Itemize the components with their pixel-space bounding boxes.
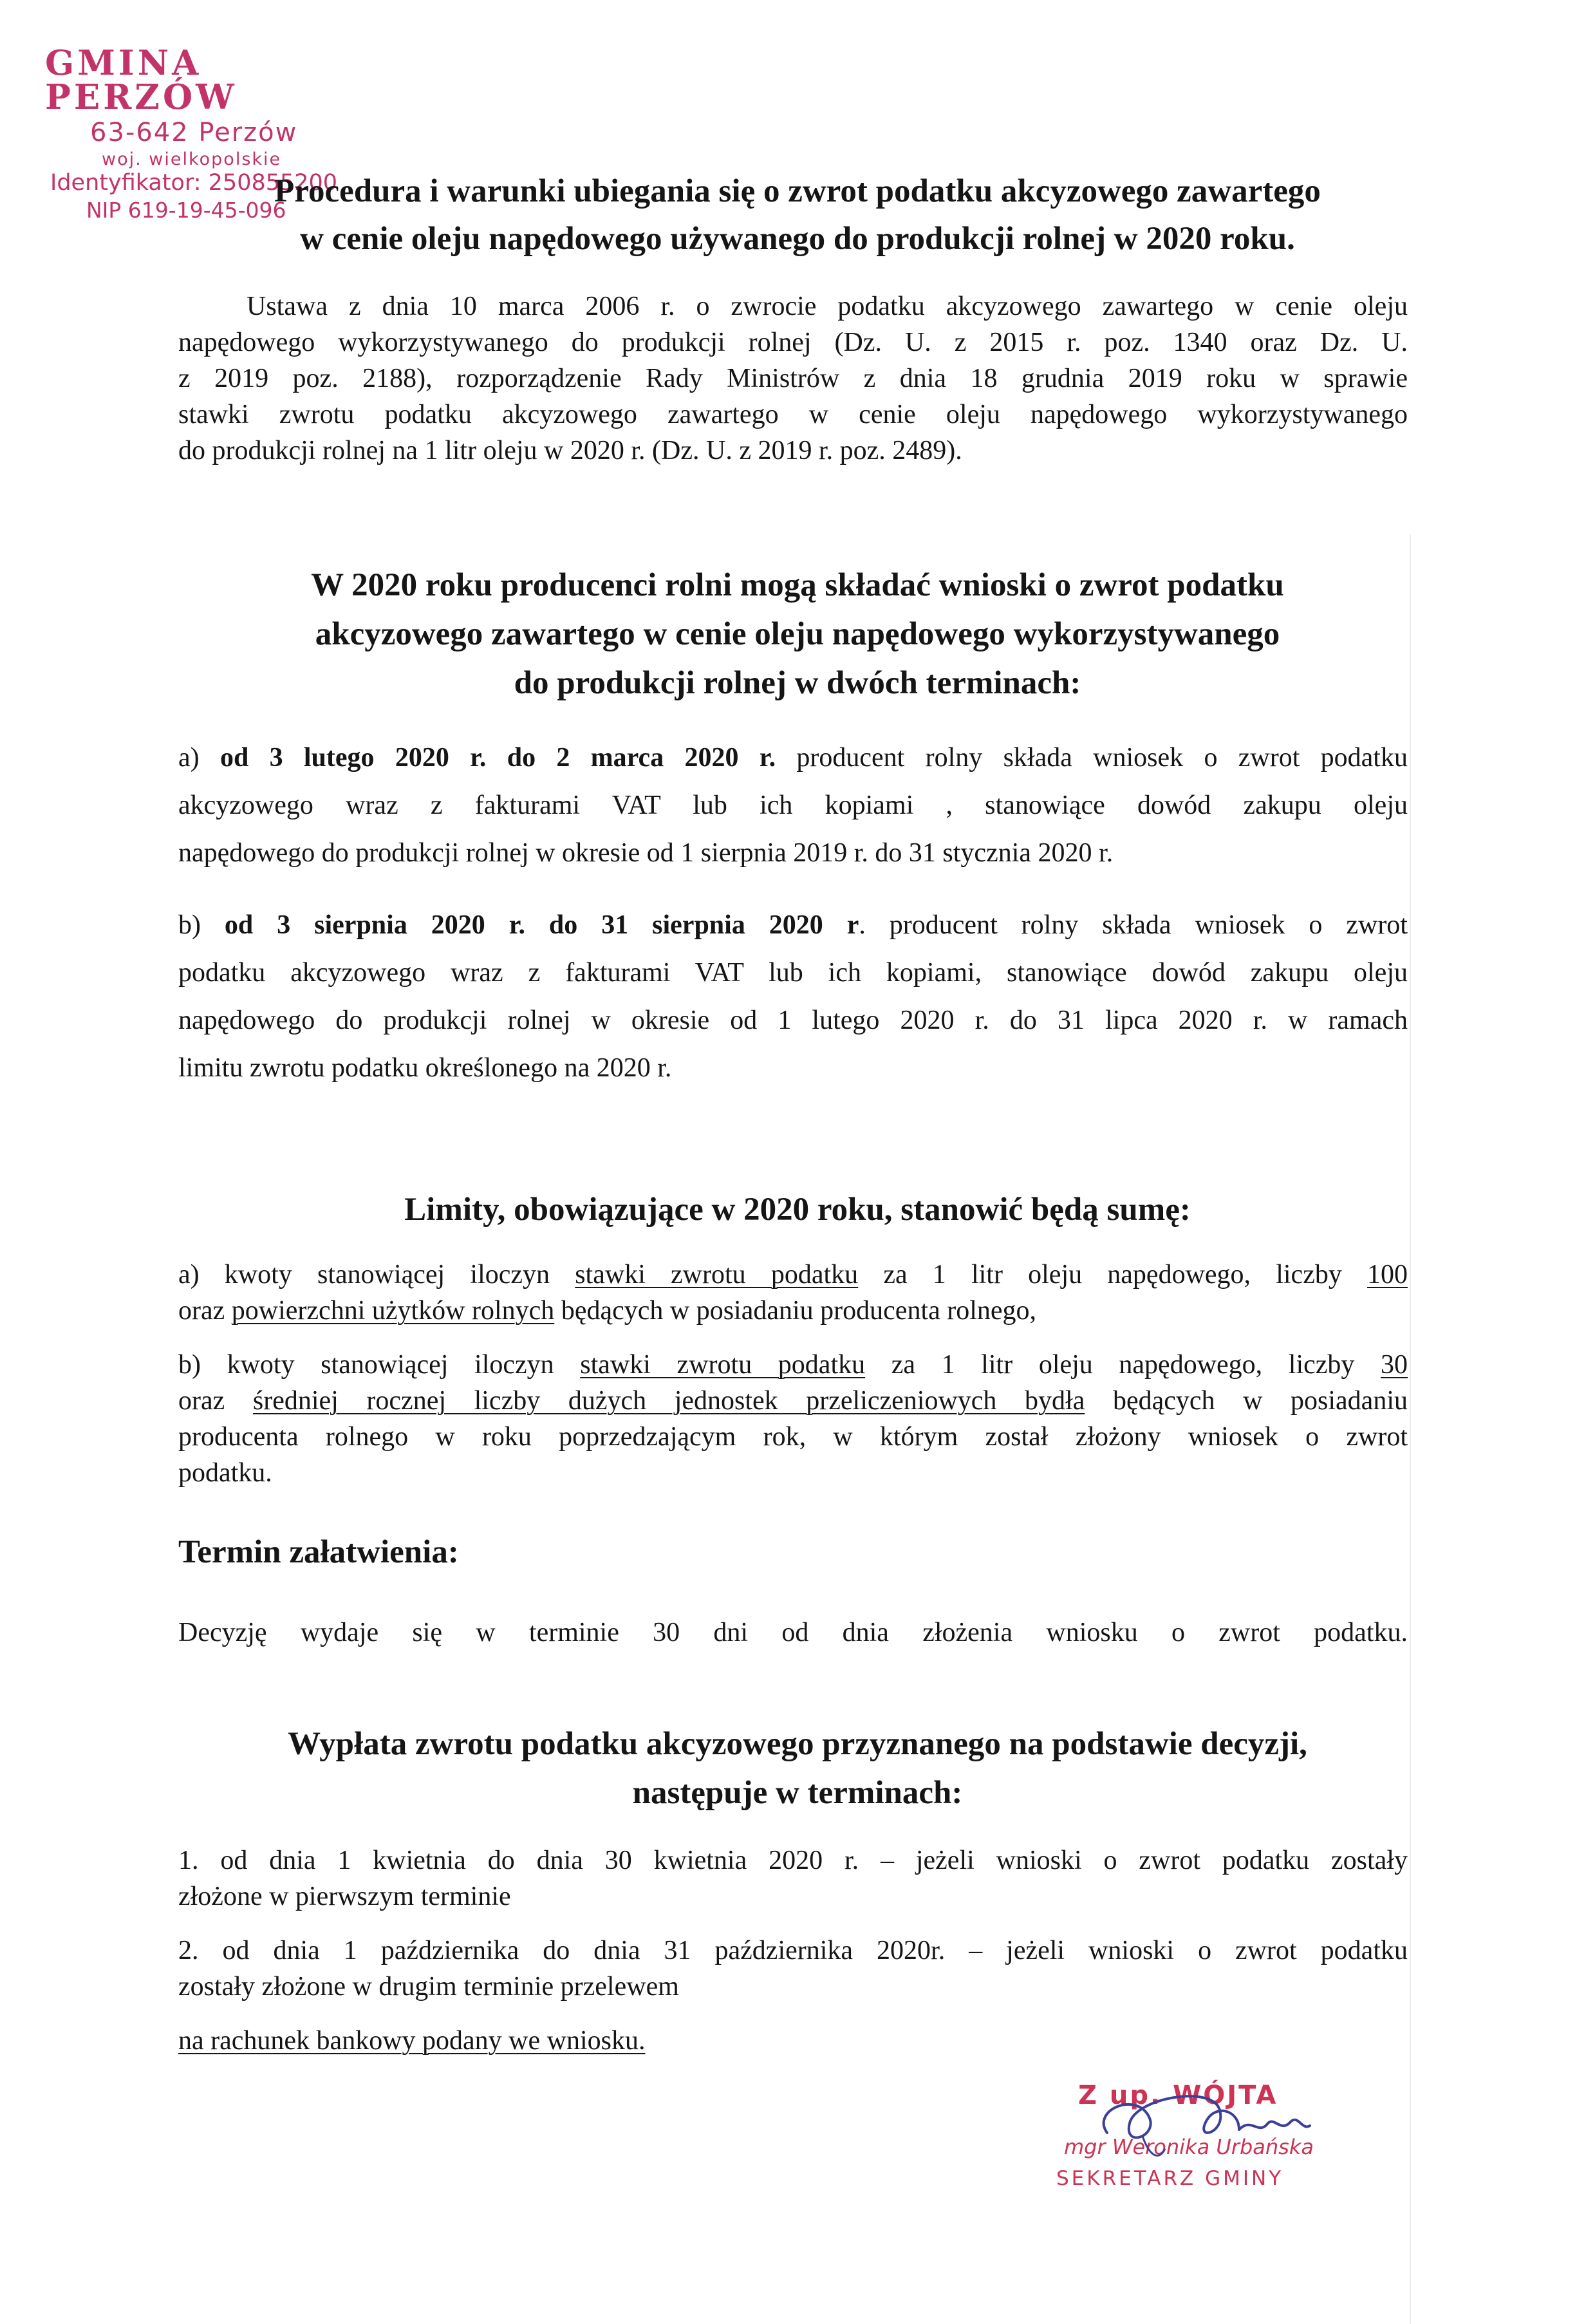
intro-line: napędowego wykorzystywanego do produkcji rolnej (Dz. U. z 2015 r. poz. 1340 oraz Dz. U.	[178, 328, 1408, 357]
term-a-text: producent rolny składa wniosek o zwrot podatku	[776, 743, 1408, 773]
limit-a-text: a) kwoty stanowiącej iloczyn	[178, 1260, 575, 1289]
term-b-paragraph	[178, 901, 1408, 1092]
term-a-line: napędowego do produkcji rolnej w okresie od 1 sierpnia 2019 r. do 31 stycznia 2020 r.	[178, 838, 1114, 868]
payout-closing	[178, 2023, 1408, 2059]
intro-line: do produkcji rolnej na 1 litr oleju w 2020 r. (Dz. U. z 2019 r. poz. 2489).	[178, 436, 962, 465]
intro-line: Ustawa z dnia 10 marca 2006 r. o zwrocie podatku akcyzowego zawartego w cenie oleju	[247, 292, 1408, 321]
decision-paragraph	[178, 1615, 1408, 1651]
term-b-line	[178, 901, 1408, 949]
term-b-dates: od 3 sierpnia 2020 r. do 31 sierpnia 2020 r	[224, 910, 859, 940]
limit-a-underlined: powierzchni użytków rolnych	[231, 1296, 555, 1326]
limit-b-underlined: średniej rocznej liczby dużych jednostek przeliczeniowych bydła	[252, 1386, 1085, 1416]
limit-b-line	[178, 1383, 1408, 1419]
limit-a-text: oraz	[178, 1296, 232, 1326]
section4-heading-line-1: Wypłata zwrotu podatku akcyzowego przyznanego na podstawie decyzji,	[288, 1726, 1307, 1762]
decision-line: Decyzję wydaje się w terminie 30 dni od dnia złożenia wniosku o zwrot podatku.	[178, 1618, 1408, 1647]
limit-b-paragraph	[178, 1347, 1408, 1491]
section1-heading-line-1: W 2020 roku producenci rolni mogą składać wnioski o zwrot podatku	[311, 567, 1284, 603]
section3-heading: Termin załatwienia:	[178, 1534, 459, 1570]
stamp-line-4: Identyfikator: 250855200	[50, 170, 338, 196]
term-b-line: limitu zwrotu podatku określonego na 2020 r.	[178, 1053, 672, 1083]
term-a-paragraph	[178, 734, 1408, 877]
limit-b-underlined: stawki zwrotu podatku	[580, 1350, 866, 1380]
scan-edge-line	[1410, 534, 1411, 2324]
signature-stamp	[1046, 2072, 1348, 2194]
limit-a-line	[178, 1257, 1408, 1293]
term-a-dates: od 3 lutego 2020 r. do 2 marca 2020 r.	[219, 743, 776, 773]
payout-line: złożone w pierwszym terminie	[178, 1882, 511, 1911]
section1-heading-line-2: akcyzowego zawartego w cenie oleju napędowego wykorzystywanego	[315, 616, 1280, 652]
term-b-line: napędowego do produkcji rolnej w okresie od 1 lutego 2020 r. do 31 lipca 2020 r. w ramach	[178, 1006, 1408, 1035]
bank-account-note: na rachunek bankowy podany we wniosku.	[178, 2026, 646, 2056]
limit-a-text: będących w posiadaniu producenta rolnego,	[554, 1296, 1037, 1326]
term-a-prefix: a)	[178, 743, 220, 773]
payout-item-2	[178, 1933, 1408, 2005]
limit-a-underlined: stawki zwrotu podatku	[575, 1260, 859, 1289]
limit-b-text: oraz	[178, 1386, 253, 1416]
limit-b-line	[178, 1347, 1408, 1383]
term-a-line: akcyzowego wraz z fakturami VAT lub ich kopiami , stanowiące dowód zakupu oleju	[178, 791, 1408, 820]
page-title-line-2: w cenie oleju napędowego używanego do produkcji rolnej w 2020 roku.	[300, 221, 1295, 257]
signature-line-3: SEKRETARZ GMINY	[1056, 2167, 1284, 2190]
section2-heading: Limity, obowiązujące w 2020 roku, stanowić będą sumę:	[404, 1192, 1191, 1228]
limit-a-underlined: 100	[1367, 1260, 1408, 1289]
intro-line: stawki zwrotu podatku akcyzowego zawartego w cenie oleju napędowego wykorzystywanego	[178, 400, 1408, 429]
stamp-line-1: GMINA PERZÓW	[45, 43, 238, 117]
limit-a-paragraph	[178, 1257, 1408, 1329]
term-b-text: . producent rolny składa wniosek o zwrot	[859, 910, 1408, 940]
payout-line: 2. od dnia 1 października do dnia 31 października 2020r. – jeżeli wnioski o zwrot podatku	[178, 1936, 1408, 1965]
signature-line-2: mgr Weronika Urbańska	[1064, 2135, 1314, 2159]
page-title-line-1: Procedura i warunki ubiegania się o zwrot podatku akcyzowego zawartego	[274, 173, 1321, 209]
term-b-line: podatku akcyzowego wraz z fakturami VAT lub ich kopiami, stanowiące dowód zakupu oleju	[178, 958, 1408, 988]
term-a-line	[178, 734, 1408, 782]
limit-b-underlined: 30	[1381, 1350, 1408, 1380]
limit-a-text: za 1 litr oleju napędowego, liczby	[858, 1260, 1368, 1289]
limit-b-line: podatku.	[178, 1458, 272, 1488]
section1-heading-line-3: do produkcji rolnej w dwóch terminach:	[514, 665, 1081, 701]
limit-a-line	[178, 1293, 1408, 1329]
limit-b-text: będących w posiadaniu	[1085, 1386, 1408, 1416]
handwritten-signature-icon	[1046, 2072, 1348, 2194]
section4-heading-line-2: następuje w terminach:	[632, 1775, 963, 1811]
intro-line: z 2019 poz. 2188), rozporządzenie Rady Ministrów z dnia 18 grudnia 2019 roku w sprawie	[178, 364, 1408, 393]
stamp-line-2: 63-642 Perzów	[90, 118, 298, 147]
stamp-line-5: NIP 619-19-45-096	[86, 198, 286, 223]
signature-line-1: Z up. WÓJTA	[1078, 2081, 1278, 2110]
stamp-line-3: woj. wielkopolskie	[102, 149, 282, 169]
term-b-prefix: b)	[178, 910, 225, 940]
payout-line: 1. od dnia 1 kwietnia do dnia 30 kwietnia 2020 r. – jeżeli wnioski o zwrot podatku zostały	[178, 1846, 1408, 1875]
payout-line: zostały złożone w drugim terminie przelewem	[178, 1972, 679, 2001]
intro-paragraph	[178, 288, 1408, 469]
payout-item-1	[178, 1842, 1408, 1915]
limit-b-line: producenta rolnego w roku poprzedzającym rok, w którym został złożony wniosek o zwrot	[178, 1422, 1408, 1452]
limit-b-text: za 1 litr oleju napędowego, liczby	[865, 1350, 1381, 1380]
limit-b-text: b) kwoty stanowiącej iloczyn	[178, 1350, 581, 1380]
